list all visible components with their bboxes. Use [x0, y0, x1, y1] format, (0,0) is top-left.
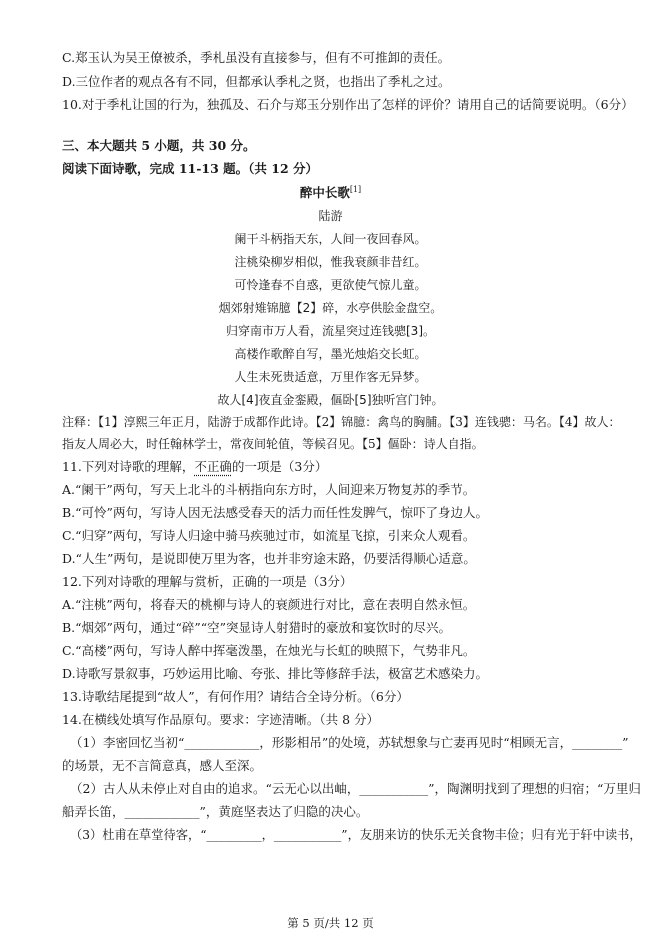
poem-line-4: 烟郊射雉锦臆【2】碎，水亭供脍金盘空。: [218, 301, 443, 315]
q12-option-b: B.“烟郊”两句，通过“碎”“空”突显诗人射猎时的豪放和宴饮时的尽兴。: [62, 620, 452, 635]
q14-item-1-line-1: （1）李密回忆当初“____________，形影相吊”的处境，苏轼想象与亡妻再见时“相顾无言，________”: [70, 735, 629, 750]
poem-author: 陆游: [318, 209, 343, 223]
question-14-stem: 14.在横线处填写作品原句。要求：字迹清晰。（共 8 分）: [62, 712, 380, 727]
poem-line-3: 可怜逢春不自惑，更欲使气惊儿童。: [234, 278, 427, 292]
poem-line-1: 阑干斗柄指天东，人间一夜回春风。: [234, 232, 427, 246]
page-footer: 第 5 页/共 12 页: [287, 916, 374, 930]
poem-notes-line-2: 指友人周必大，时任翰林学士，常夜间轮值，等候召见。【5】傴卧：诗人自指。: [62, 437, 484, 451]
q14-item-2-line-2: 船弄长笛，____________”，黄庭坚表达了归隐的决心。: [62, 804, 369, 819]
q11-option-b: B.“可怜”两句，写诗人因无法感受春天的活力而任性发脾气，惊吓了身边人。: [62, 505, 488, 520]
q11-option-a: A.“阑干”两句，写天上北斗的斗柄指向东方时，人间迎来万物复苏的季节。: [62, 482, 476, 497]
q14-item-2-line-1: （2）古人从未停止对自由的追求。“云无心以出岫，___________”，陶渊明找到了理想的归宿；“万里归: [70, 781, 641, 796]
question-10: 10.对于季札让国的行为，独孤及、石介与郑玉分别作出了怎样的评价？请用自己的话简要说明。（6分）: [62, 97, 634, 112]
q9-option-d: D.三位作者的观点各有不同，但都承认季札之贤，也指出了季札之过。: [62, 74, 451, 89]
poem-title: [0, 186, 661, 200]
poem-line-6: 高楼作歌醉自写，墨光烛焰交长虹。: [234, 347, 427, 361]
q11-stem-pre: 11.下列对诗歌的理解，: [62, 459, 195, 474]
q12-option-a: A.“注桃”两句，将春天的桃柳与诗人的衰颜进行对比，意在表明自然永恒。: [62, 597, 476, 612]
poem-notes-line-1: 注释：【1】淳熙三年正月，陆游于成都作此诗。【2】锦臆：禽鸟的胸脯。【3】连钱骢：马名。【4】故人：: [62, 415, 621, 429]
question-12-stem: 12.下列对诗歌的理解与赏析，正确的一项是（3分）: [62, 574, 353, 589]
poem-line-7: 人生未死贵适意，万里作客无异梦。: [234, 370, 427, 384]
q12-option-c: C.“高楼”两句，写诗人醉中挥毫泼墨，在烛光与长虹的映照下，气势非凡。: [62, 643, 476, 658]
poem-line-8: 故人[4]夜直金銮殿，傴卧[5]独听宫门钟。: [217, 393, 444, 407]
q11-option-d: D.“人生”两句，是说即使万里为客，也并非穷途末路，仍要活得顺心适意。: [62, 551, 476, 566]
q14-item-1-line-2: 的场景，无不言简意真，感人至深。: [62, 758, 263, 773]
q12-option-d: D.诗歌写景叙事，巧妙运用比喻、夸张、排比等修辞手法，极富艺术感染力。: [62, 666, 489, 681]
question-11-stem: [62, 461, 327, 474]
q11-stem-emphasis: 不正确: [194, 459, 232, 474]
section-intro: 阅读下面诗歌，完成 11-13 题。（共 12 分）: [62, 161, 319, 176]
poem-line-2: 注桃染柳岁相似，惟我衰颜非昔红。: [234, 255, 427, 269]
q11-option-c: C.“归穿”两句，写诗人归途中骑马疾驰过市，如流星飞掠，引来众人观看。: [62, 528, 476, 543]
q14-item-3-line-1: （3）杜甫在草堂待客，“_________，___________”，友朋来访的快乐无关食物丰俭；归有光于轩中读书，: [70, 828, 642, 842]
poem-title-note: [1]: [349, 185, 362, 194]
q11-stem-post: 的一项是（3分）: [231, 459, 328, 474]
poem-line-5: 归穿南市万人看，流星突过连钱骢[3]。: [226, 324, 435, 338]
question-13: 13.诗歌结尾提到“故人”，有何作用？请结合全诗分析。（6分）: [62, 689, 409, 704]
q9-option-c: C.郑玉认为吴王僚被杀，季札虽没有直接参与，但有不可推卸的责任。: [62, 50, 451, 65]
poem-title-text: 醉中长歌: [299, 185, 350, 201]
section-heading: 三、本大题共 5 小题，共 30 分。: [62, 138, 256, 153]
